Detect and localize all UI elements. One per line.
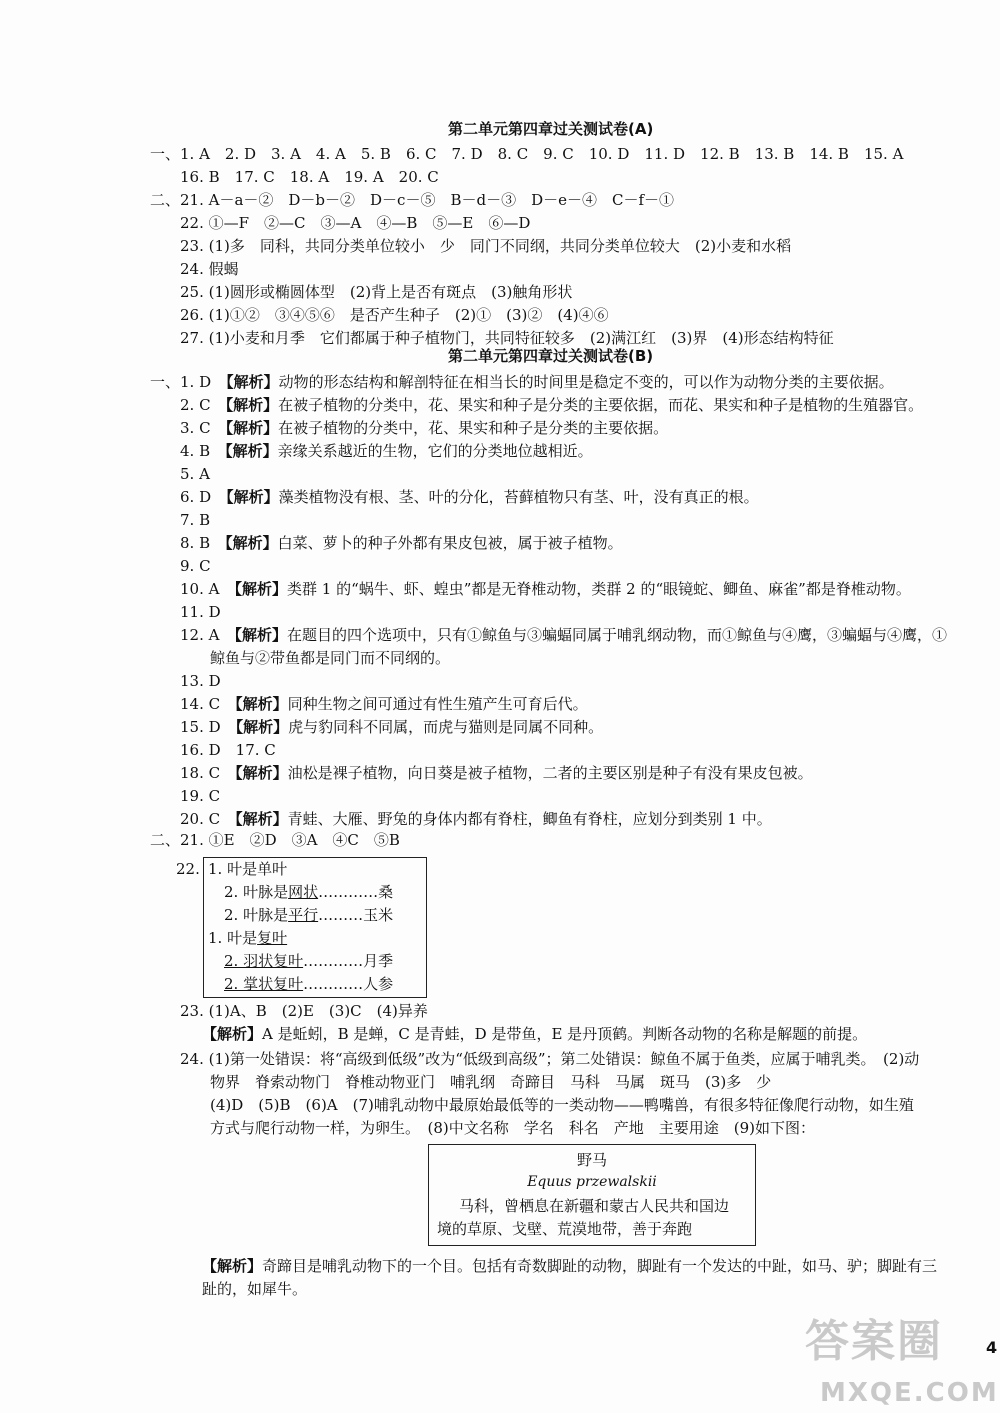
answer-line: 2. C 【解析】在被子植物的分类中，花、果实和种子是分类的主要依据，而花、果实和种子是植物的生殖器官。: [150, 396, 924, 414]
card-desc: 马科，曾栖息在新疆和蒙古人民共和国边: [459, 1197, 730, 1215]
explanation-tag: 【解析】: [234, 580, 287, 598]
answer-line: 10. A 【解析】类群 1 的“蜗牛、虾、蝗虫”都是无脊椎动物，类群 2 的“眼镜蛇、鲫鱼、麻雀”都是脊椎动物。: [150, 580, 911, 598]
explanation-tag: 【解析】: [235, 764, 288, 782]
q21-answer: 二、21. ①E ②D ③A ④C ⑤B: [150, 831, 400, 849]
key-line: 2. 羽状复叶…………月季: [224, 952, 394, 970]
answer-line: 24. 假蝎: [150, 260, 239, 278]
answer-line: 一、1. D 【解析】动物的形态结构和解剖特征在相当长的时间里是稳定不变的，可以作为动物分类的主要依据。: [150, 373, 894, 391]
answer-line: 16. B 17. C 18. A 19. A 20. C: [150, 168, 439, 186]
answer-line: 24. (1)第一处错误：将“高级到低级”改为“低级到高级”；第二处错误：鲸鱼不属于鱼类，应属于哺乳类。 (2)动: [150, 1050, 920, 1068]
answer-line: 19. C: [150, 787, 221, 805]
answer-line: 25. (1)圆形或椭圆体型 (2)背上是否有斑点 (3)触角形状: [150, 283, 573, 301]
explanation-tag: 【解析】: [235, 718, 289, 736]
explanation-tag: 【解析】: [235, 810, 288, 828]
answer-line: 16. D 17. C: [150, 741, 276, 759]
explanation-tag: 【解析】: [226, 488, 279, 506]
answer-line: 23. (1)多 同科，共同分类单位较小 少 同门不同纲，共同分类单位较大 (2)小麦和水稻: [150, 237, 792, 255]
answer-line: 鲸鱼与②带鱼都是同门而不同纲的。: [210, 649, 451, 667]
answer-line: 7. B: [150, 511, 211, 529]
answer-line: 20. C 【解析】青蛙、大雁、野兔的身体内都有脊柱，鲫鱼有脊柱，应划分到类别 1 中。: [150, 810, 772, 828]
answer-line: 11. D: [150, 603, 221, 621]
q23-explanation: 【解析】A 是蚯蚓，B 是蝉，C 是青蛙，D 是带鱼，E 是丹顶鹤。判断各动物的名称是解题的前提。: [202, 1025, 868, 1043]
card-name: 野马: [576, 1151, 607, 1169]
answer-line: 15. D 【解析】虎与豹同科不同属，而虎与猫则是同属不同种。: [150, 718, 604, 736]
classification-key-box: [203, 857, 427, 998]
answer-line: 14. C 【解析】同种生物之间可通过有性生殖产生可育后代。: [150, 695, 588, 713]
watermark-logo: 答案圈: [805, 1316, 943, 1367]
answer-line: 9. C: [150, 557, 211, 575]
page-number: 4: [986, 1338, 998, 1357]
explanation-tag: 【解析】: [226, 373, 279, 391]
answer-line: 物界 脊索动物门 脊椎动物亚门 哺乳纲 奇蹄目 马科 马属 斑马 (3)多 少: [150, 1073, 772, 1091]
key-line: 1. 叶是单叶: [208, 860, 288, 878]
explanation-tag: 【解析】: [225, 419, 279, 437]
wild-horse-card: [428, 1144, 756, 1246]
answer-line: 6. D 【解析】藻类植物没有根、茎、叶的分化，苔藓植物只有茎、叶，没有真正的根。: [150, 488, 759, 506]
explanation-tag: 【解析】: [225, 534, 278, 552]
section-a-title: 第二单元第四章过关测试卷(A): [448, 120, 654, 138]
answer-line: 18. C 【解析】油松是裸子植物，向日葵是被子植物，二者的主要区别是种子有没有果皮包被。: [150, 764, 813, 782]
answer-line: 8. B 【解析】白菜、萝卜的种子外都有果皮包被，属于被子植物。: [150, 534, 623, 552]
q22-label: 22.: [176, 860, 200, 878]
answer-line: 13. D: [150, 672, 221, 690]
key-line: 2. 叶脉是网状…………桑: [224, 883, 394, 901]
explanation-tag: 【解析】: [225, 396, 279, 414]
answer-line: 方式与爬行动物一样，为卵生。 (8)中文名称 学名 科名 产地 主要用途 (9)如下图：: [150, 1119, 815, 1137]
explanation-tag: 【解析】: [235, 695, 288, 713]
watermark-url: MXQE.COM: [820, 1378, 999, 1408]
answer-line: 一、1. A 2. D 3. A 4. A 5. B 6. C 7. D 8. C 9. C 10. D 11. D 12. B 13. B 14. B 15. A: [150, 145, 904, 163]
final-explanation: 趾的，如犀牛。: [202, 1280, 308, 1298]
answer-line: 27. (1)小麦和月季 它们都属于种子植物门，共同特征较多 (2)满江红 (3)界 (4)形态结构特征: [150, 329, 834, 347]
answer-line: 3. C 【解析】在被子植物的分类中，花、果实和种子是分类的主要依据。: [150, 419, 669, 437]
section-b-title: 第二单元第四章过关测试卷(B): [448, 347, 654, 365]
answer-line: 5. A: [150, 465, 210, 483]
answer-line: (4)D (5)B (6)A (7)哺乳动物中最原始最低等的一类动物——鸭嘴兽，有很多特征像爬行动物，如生殖: [150, 1096, 914, 1114]
key-line: 2. 掌状复叶…………人参: [224, 975, 394, 993]
card-desc: 境的草原、戈壁、荒漠地带，善于奔跑: [437, 1220, 693, 1238]
answer-line: 22. ①—F ②—C ③—A ④—B ⑤—E ⑥—D: [150, 214, 531, 232]
explanation-tag: 【解析】: [234, 626, 287, 644]
final-explanation: 【解析】奇蹄目是哺乳动物下的一个目。包括有奇数脚趾的动物，脚趾有一个发达的中趾，如马、驴；脚趾有三: [202, 1257, 938, 1275]
answer-line: 26. (1)①② ③④⑤⑥ 是否产生种子 (2)① (3)② (4)④⑥: [150, 306, 609, 324]
card-latin: Equus przewalskii: [527, 1174, 657, 1190]
key-line: 2. 叶脉是平行………玉米: [224, 906, 394, 924]
answer-line: 4. B 【解析】亲缘关系越近的生物，它们的分类地位越相近。: [150, 442, 593, 460]
key-line: 1. 叶是复叶: [208, 929, 288, 947]
q23-answer: 23. (1)A、B (2)E (3)C (4)异养: [150, 1002, 428, 1020]
answer-line: 二、21. A－a－② D－b－② D－c－⑤ B－d－③ D－e－④ C－f－①: [150, 191, 675, 209]
answer-line: 12. A 【解析】在题目的四个选项中，只有①鲸鱼与③蝙蝠同属于哺乳纲动物，而①鲸鱼与④鹰，③蝙蝠与④鹰，①: [150, 626, 947, 644]
explanation-tag: 【解析】: [225, 442, 278, 460]
